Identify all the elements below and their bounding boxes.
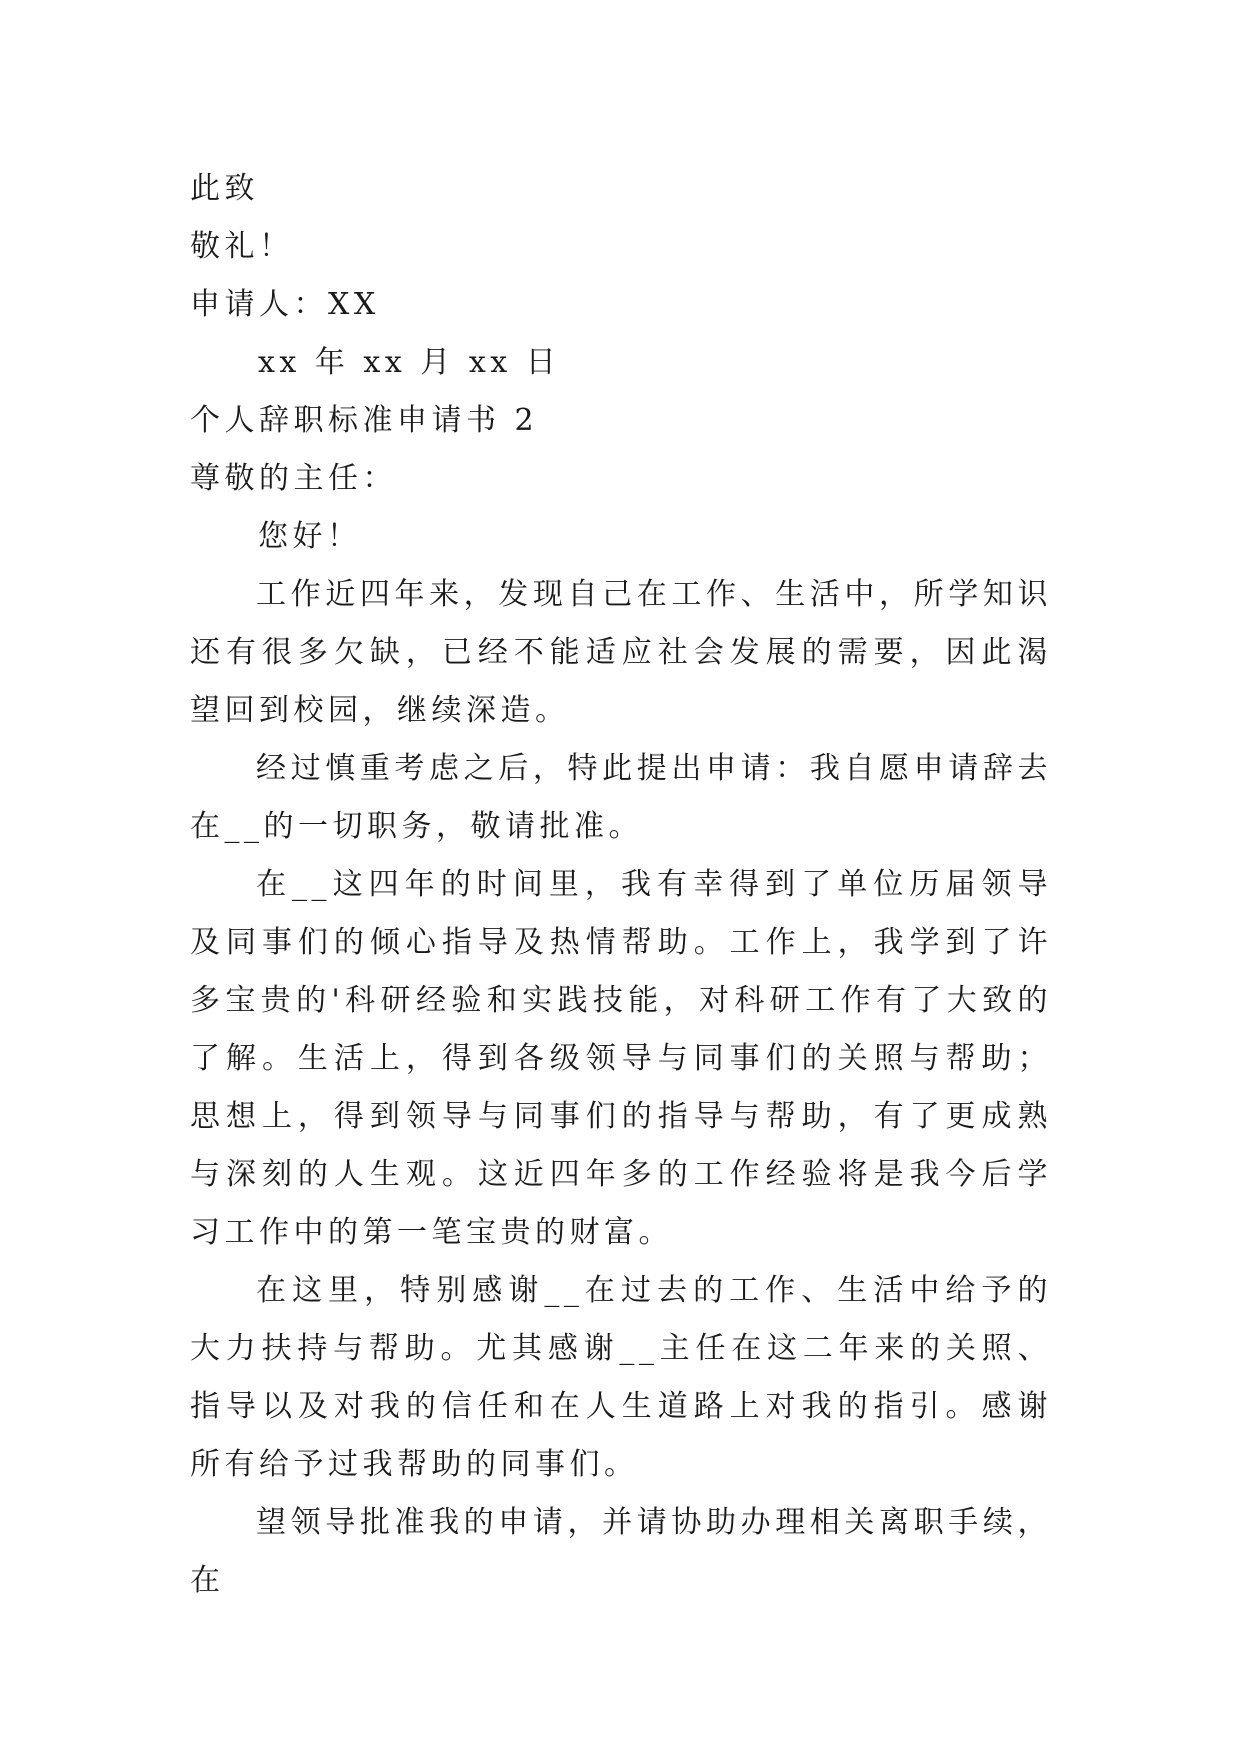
body-paragraph: 经过慎重考虑之后，特此提出申请：我自愿申请辞去在__的一切职务，敬请批准。 — [190, 751, 1052, 844]
greeting-line: 尊敬的主任： — [190, 461, 397, 496]
document-body — [190, 160, 1052, 1610]
salute-line: 敬礼！ — [190, 229, 294, 264]
applicant-line: 申请人：XX — [190, 287, 380, 322]
body-paragraph: 工作近四年来，发现自己在工作、生活中，所学知识还有很多欠缺，已经不能适应社会发展的需要，因此渴望回到校园，继续深造。 — [190, 577, 1052, 728]
document-title: 个人辞职标准申请书 2 — [190, 403, 539, 438]
hello-line: 您好！ — [258, 519, 362, 554]
body-paragraph: 在这里，特别感谢__在过去的工作、生活中给予的大力扶持与帮助。尤其感谢__主任在这二年来的关照、指导以及对我的信任和在人生道路上对我的指引。感谢所有给予过我帮助的同事们。 — [190, 1273, 1052, 1482]
body-paragraph: 在__这四年的时间里，我有幸得到了单位历届领导及同事们的倾心指导及热情帮助。工作上，我学到了许多宝贵的'科研经验和实践技能，对科研工作有了大致的了解。生活上，得到各级领导与同事们的关照与帮助；思想上，得到领导与同事们的指导与帮助，有了更成熟与深刻的人生观。这近四年多的工作经验将是我今后学习工作中的第一笔宝贵的财富。 — [190, 867, 1052, 1250]
body-paragraph: 望领导批准我的申请，并请协助办理相关离职手续，在 — [190, 1505, 1052, 1598]
date-line: xx 年 xx 月 xx 日 — [258, 345, 561, 380]
closing-line: 此致 — [190, 171, 259, 206]
